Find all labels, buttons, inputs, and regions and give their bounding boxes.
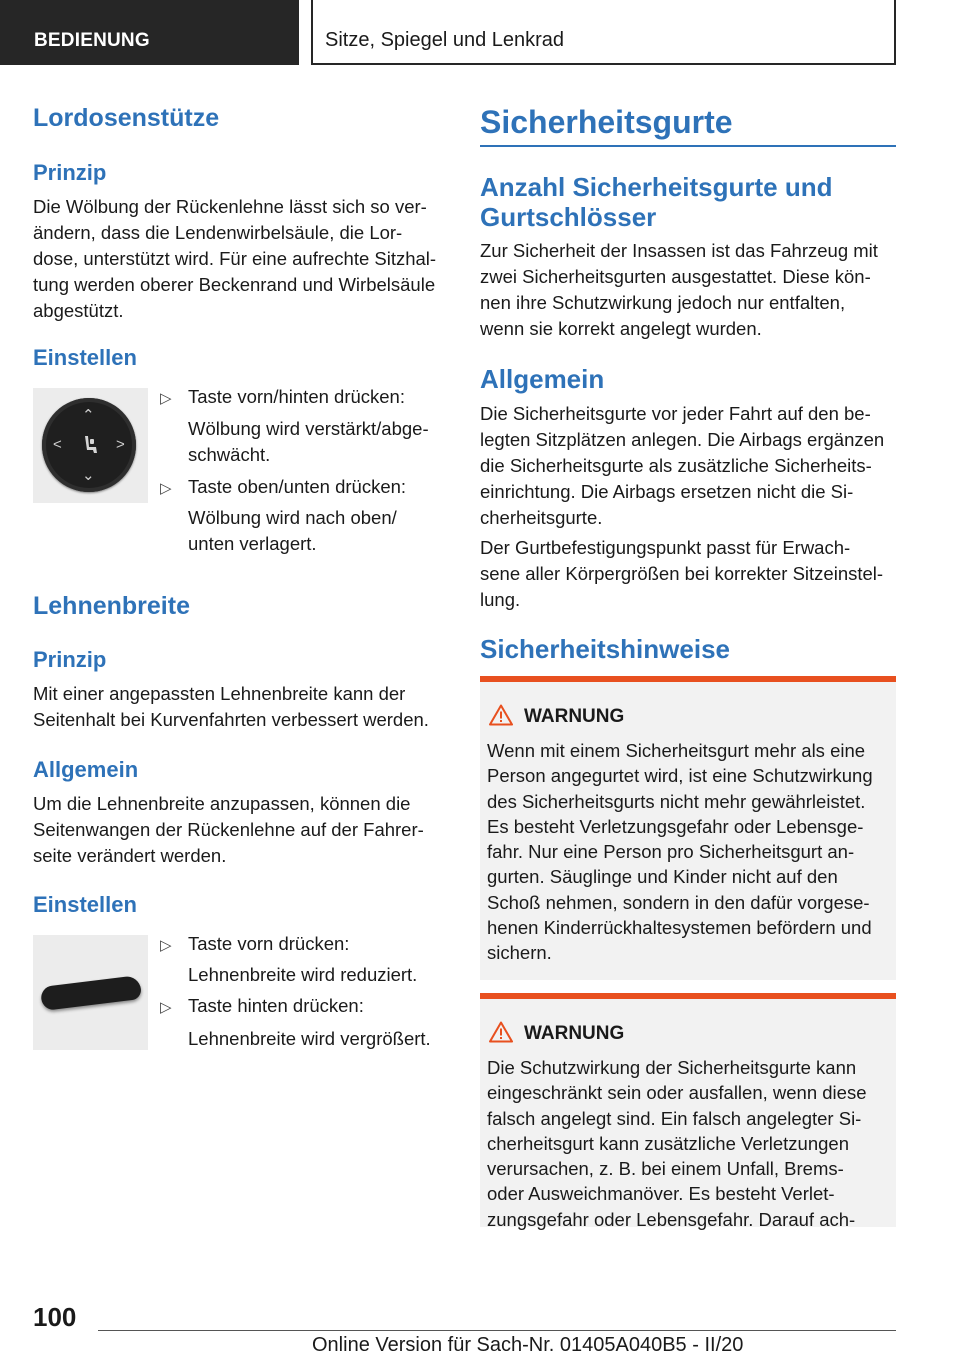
lordosis-control-image: [33, 388, 148, 503]
text-line: sichern.: [487, 942, 552, 964]
allgemein-heading: Allgemein: [480, 364, 605, 394]
warning-text: [487, 1055, 892, 1232]
lordose-heading: Lordosenstütze: [33, 104, 220, 132]
warning-label: WARNUNG: [524, 706, 625, 727]
text-line: seite verändert werden.: [33, 845, 227, 866]
bullet-marker: ▷: [160, 937, 172, 954]
text-line: Schoß nehmen, sondern in den dafür vorgese-: [487, 891, 870, 913]
text-line: Es besteht Verletzungsgefahr oder Lebensge-: [487, 815, 864, 837]
arrow-left-icon: <: [53, 436, 62, 453]
lordose-einstellen-heading: Einstellen: [33, 345, 137, 370]
warning-triangle-icon: [489, 704, 513, 726]
header-chapter-tab: [311, 0, 896, 65]
bullet-subtext: Lehnenbreite wird vergrößert.: [188, 1028, 431, 1049]
warning-text: [487, 738, 892, 966]
bullet-marker: ▷: [160, 390, 172, 407]
text-line: Zur Sicherheit der Insassen ist das Fahrzeug mit: [480, 240, 878, 261]
text-line: Der Gurtbefestigungspunkt passt für Erwach-: [480, 537, 851, 558]
text-line: tung werden oberer Beckenrand und Wirbelsäule: [33, 274, 436, 295]
lehnenbreite-heading: Lehnenbreite: [33, 592, 190, 620]
lehnenbreite-prinzip-text: [33, 681, 448, 733]
backrest-width-button: [40, 975, 142, 1011]
bullet-subtext: unten verlagert.: [188, 533, 317, 554]
seat-icon: [81, 434, 99, 456]
text-line: Die Schutzwirkung der Sicherheitsgurte kann: [487, 1057, 857, 1078]
text-line: zwei Sicherheitsgurten ausgestattet. Diese kön-: [480, 266, 871, 287]
heading-line: Gurtschlösser: [480, 202, 657, 232]
bullet-marker: ▷: [160, 480, 172, 497]
text-line: fahr. Nur eine Person pro Sicherheitsgurt an-: [487, 841, 855, 863]
lehnenbreite-prinzip-heading: Prinzip: [33, 647, 107, 672]
text-line: henen Kinderrückhaltesystemen befördern und: [487, 917, 872, 939]
text-line: wenn sie korrekt angelegt wurden.: [480, 318, 762, 339]
lehnenbreite-allgemein-text: [33, 791, 448, 869]
header-section-tab: [0, 0, 299, 65]
arrow-right-icon: >: [116, 436, 125, 453]
text-line: Um die Lehnenbreite anzupassen, können die: [33, 793, 411, 814]
lehnenbreite-allgemein-heading: Allgemein: [33, 757, 139, 782]
bullet-subtext: Wölbung wird verstärkt/abge-: [188, 418, 429, 439]
text-line: die Sicherheitsgurte als zusätzliche Sicherheits-: [480, 455, 872, 476]
warning-triangle-icon: [489, 1021, 513, 1043]
footer-divider: [98, 1330, 896, 1331]
text-line: Die Wölbung der Rückenlehne lässt sich so ver-: [33, 196, 427, 217]
section-title: Sicherheitsgurte: [480, 104, 733, 140]
warning-box: [480, 676, 896, 980]
text-line: Person angegurtet wird, ist eine Schutzwirkung: [487, 765, 873, 787]
text-line: sene aller Körpergrößen bei korrekter Sitzeinstel-: [480, 563, 884, 584]
lordose-prinzip-heading: Prinzip: [33, 160, 107, 185]
text-line: ändern, dass die Lendenwirbelsäule, die Lor-: [33, 222, 403, 243]
bullet-text: Taste vorn drücken:: [188, 933, 350, 954]
header-chapter-label: Sitze, Spiegel und Lenkrad: [325, 29, 565, 51]
arrow-down-icon: ⌄: [82, 467, 95, 484]
text-line: Seitenwangen der Rückenlehne auf der Fahrer-: [33, 819, 424, 840]
text-line: nen ihre Schutzwirkung jedoch nur entfalten,: [480, 292, 846, 313]
warning-label: WARNUNG: [524, 1023, 625, 1044]
page-number: 100: [33, 1302, 77, 1332]
text-line: falsch angelegt sind. Ein falsch angelegter Si-: [487, 1107, 862, 1129]
text-line: des Sicherheitsgurts nicht mehr gewährleistet.: [487, 790, 866, 812]
anzahl-heading: [480, 172, 896, 232]
text-line: gurten. Säuglinge und Kinder nicht auf den: [487, 866, 838, 888]
footer-version-text: Online Version für Sach-Nr. 01405A040B5 - II/20: [312, 1334, 744, 1356]
text-line: dose, unterstützt wird. Für eine aufrechte Sitzhal-: [33, 248, 437, 269]
text-line: cherheitsgurte.: [480, 507, 603, 528]
bullet-marker: ▷: [160, 999, 172, 1016]
bullet-text: Taste hinten drücken:: [188, 995, 364, 1016]
header-section-label: BEDIENUNG: [34, 30, 150, 51]
text-line: einrichtung. Die Airbags ersetzen nicht die Si-: [480, 481, 854, 502]
text-line: oder Ausweichmanöver. Es besteht Verlet-: [487, 1183, 835, 1205]
text-line: Seitenhalt bei Kurvenfahrten verbessert werden.: [33, 709, 429, 730]
allgemein-text-2: [480, 535, 896, 613]
warning-box: [480, 993, 896, 1230]
hinweise-heading: Sicherheitshinweise: [480, 634, 730, 664]
allgemein-text: [480, 401, 896, 531]
bullet-text: Taste oben/unten drücken:: [188, 476, 407, 497]
bullet-subtext: Lehnenbreite wird reduziert.: [188, 964, 418, 985]
arrow-up-icon: ⌃: [82, 407, 95, 424]
lehnenbreite-einstellen-heading: Einstellen: [33, 892, 137, 917]
text-line: abgestützt.: [33, 300, 124, 321]
text-line: Mit einer angepassten Lehnenbreite kann der: [33, 683, 406, 704]
lordose-prinzip-text: [33, 194, 448, 324]
backrest-width-control-image: [33, 935, 148, 1050]
text-line: legten Sitzplätzen anlegen. Die Airbags ergänzen: [480, 429, 885, 450]
title-underline: [480, 145, 896, 147]
text-line: Die Sicherheitsgurte vor jeder Fahrt auf den be-: [480, 403, 871, 424]
lordosis-four-way-button: [42, 398, 136, 492]
text-line: verursachen, z. B. bei einem Unfall, Brems-: [487, 1158, 844, 1180]
heading-line: Anzahl Sicherheitsgurte und: [480, 172, 833, 202]
anzahl-text: [480, 238, 896, 342]
text-line: cherheitsgurt kann zusätzliche Verletzungen: [487, 1132, 849, 1154]
bullet-subtext: Wölbung wird nach oben/: [188, 507, 397, 528]
bullet-subtext: schwächt.: [188, 444, 271, 465]
bullet-text: Taste vorn/hinten drücken:: [188, 386, 405, 407]
text-line: zungsgefahr oder Lebensgefahr. Darauf ach-: [487, 1208, 856, 1230]
text-line: Wenn mit einem Sicherheitsgurt mehr als eine: [487, 740, 866, 761]
text-line: eingeschränkt sein oder ausfallen, wenn diese: [487, 1082, 867, 1104]
text-line: lung.: [480, 589, 521, 610]
